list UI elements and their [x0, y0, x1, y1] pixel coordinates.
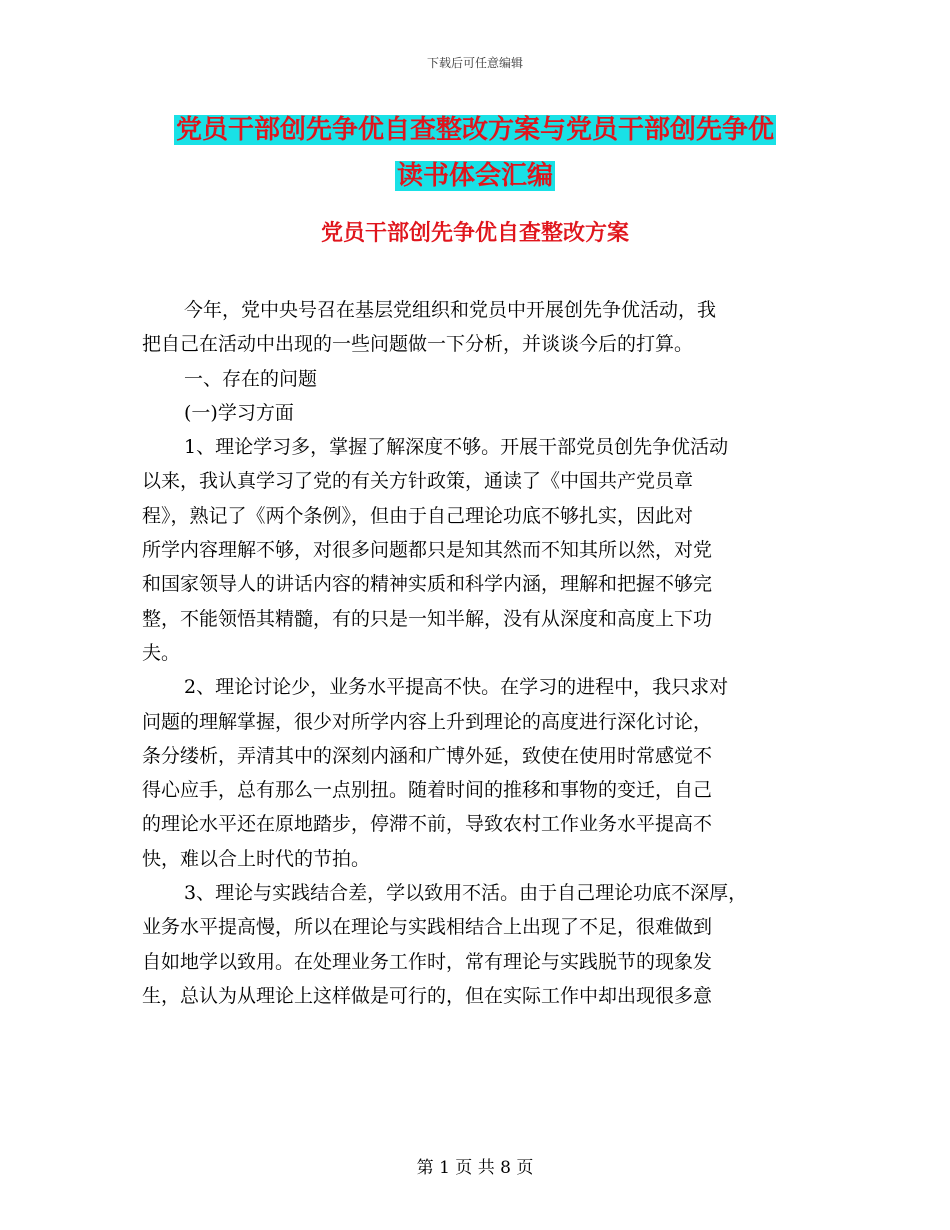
body-line: 问题的理解掌握，很少对所学内容上升到理论的高度进行深化讨论， [142, 710, 713, 733]
body-line: 生，总认为从理论上这样做是可行的，但在实际工作中却出现很多意 [142, 984, 713, 1007]
body-line: 业务水平提高慢，所以在理论与实践相结合上出现了不足，很难做到 [142, 916, 713, 939]
body-line: 的理论水平还在原地踏步，停滞不前，导致农村工作业务水平提高不 [142, 813, 713, 836]
body-line: 1、理论学习多，掌握了解深度不够。开展干部党员创先争优活动 [184, 436, 729, 459]
body-line: 以来，我认真学习了党的有关方针政策，通读了《中国共产党员章 [142, 470, 694, 493]
body-line: 把自己在活动中出现的一些问题做一下分析，并谈谈今后的打算。 [142, 333, 694, 356]
main-title [0, 107, 950, 199]
body-line: 快，难以合上时代的节拍。 [142, 847, 371, 870]
body-line: 和国家领导人的讲话内容的精神实质和科学内涵，理解和把握不够完 [142, 573, 713, 596]
body-line: 程》，熟记了《两个条例》，但由于自己理论功底不够扎实，因此对 [142, 504, 694, 527]
main-title-text-2: 读书体会汇编 [396, 161, 553, 191]
main-title-line-1 [0, 107, 950, 153]
heading-existing-problems: 一、存在的问题 [184, 367, 318, 390]
header-note: 下载后可任意编辑 [426, 56, 523, 70]
body-line: 夫。 [142, 641, 181, 664]
body-line: 3、理论与实践结合差，学以致用不活。由于自己理论功底不深厚， [184, 882, 748, 905]
body-line: 整，不能领悟其精髓，有的只是一知半解，没有从深度和高度上下功 [142, 607, 713, 630]
document-body [142, 293, 812, 1013]
subheading-study: (一)学习方面 [184, 401, 294, 424]
body-line: 条分缕析，弄清其中的深刻内涵和广博外延，致使在使用时常感觉不 [142, 744, 713, 767]
page-footer: 第 1 页 共 8 页 [416, 1158, 534, 1178]
body-line: 2、理论讨论少，业务水平提高不快。在学习的进程中，我只求对 [184, 676, 729, 699]
main-title-line-2 [0, 153, 950, 199]
main-title-text-1: 党员干部创先争优自查整改方案与党员干部创先争优 [175, 115, 774, 145]
body-line: 今年，党中央号召在基层党组织和党员中开展创先争优活动，我 [184, 299, 717, 321]
body-line: 自如地学以致用。在处理业务工作时，常有理论与实践脱节的现象发 [142, 950, 713, 973]
body-line: 得心应手，总有那么一点别扭。随着时间的推移和事物的变迁，自己 [142, 779, 713, 802]
section-title: 党员干部创先争优自查整改方案 [320, 221, 629, 246]
body-line: 所学内容理解不够，对很多问题都只是知其然而不知其所以然，对党 [142, 539, 713, 562]
